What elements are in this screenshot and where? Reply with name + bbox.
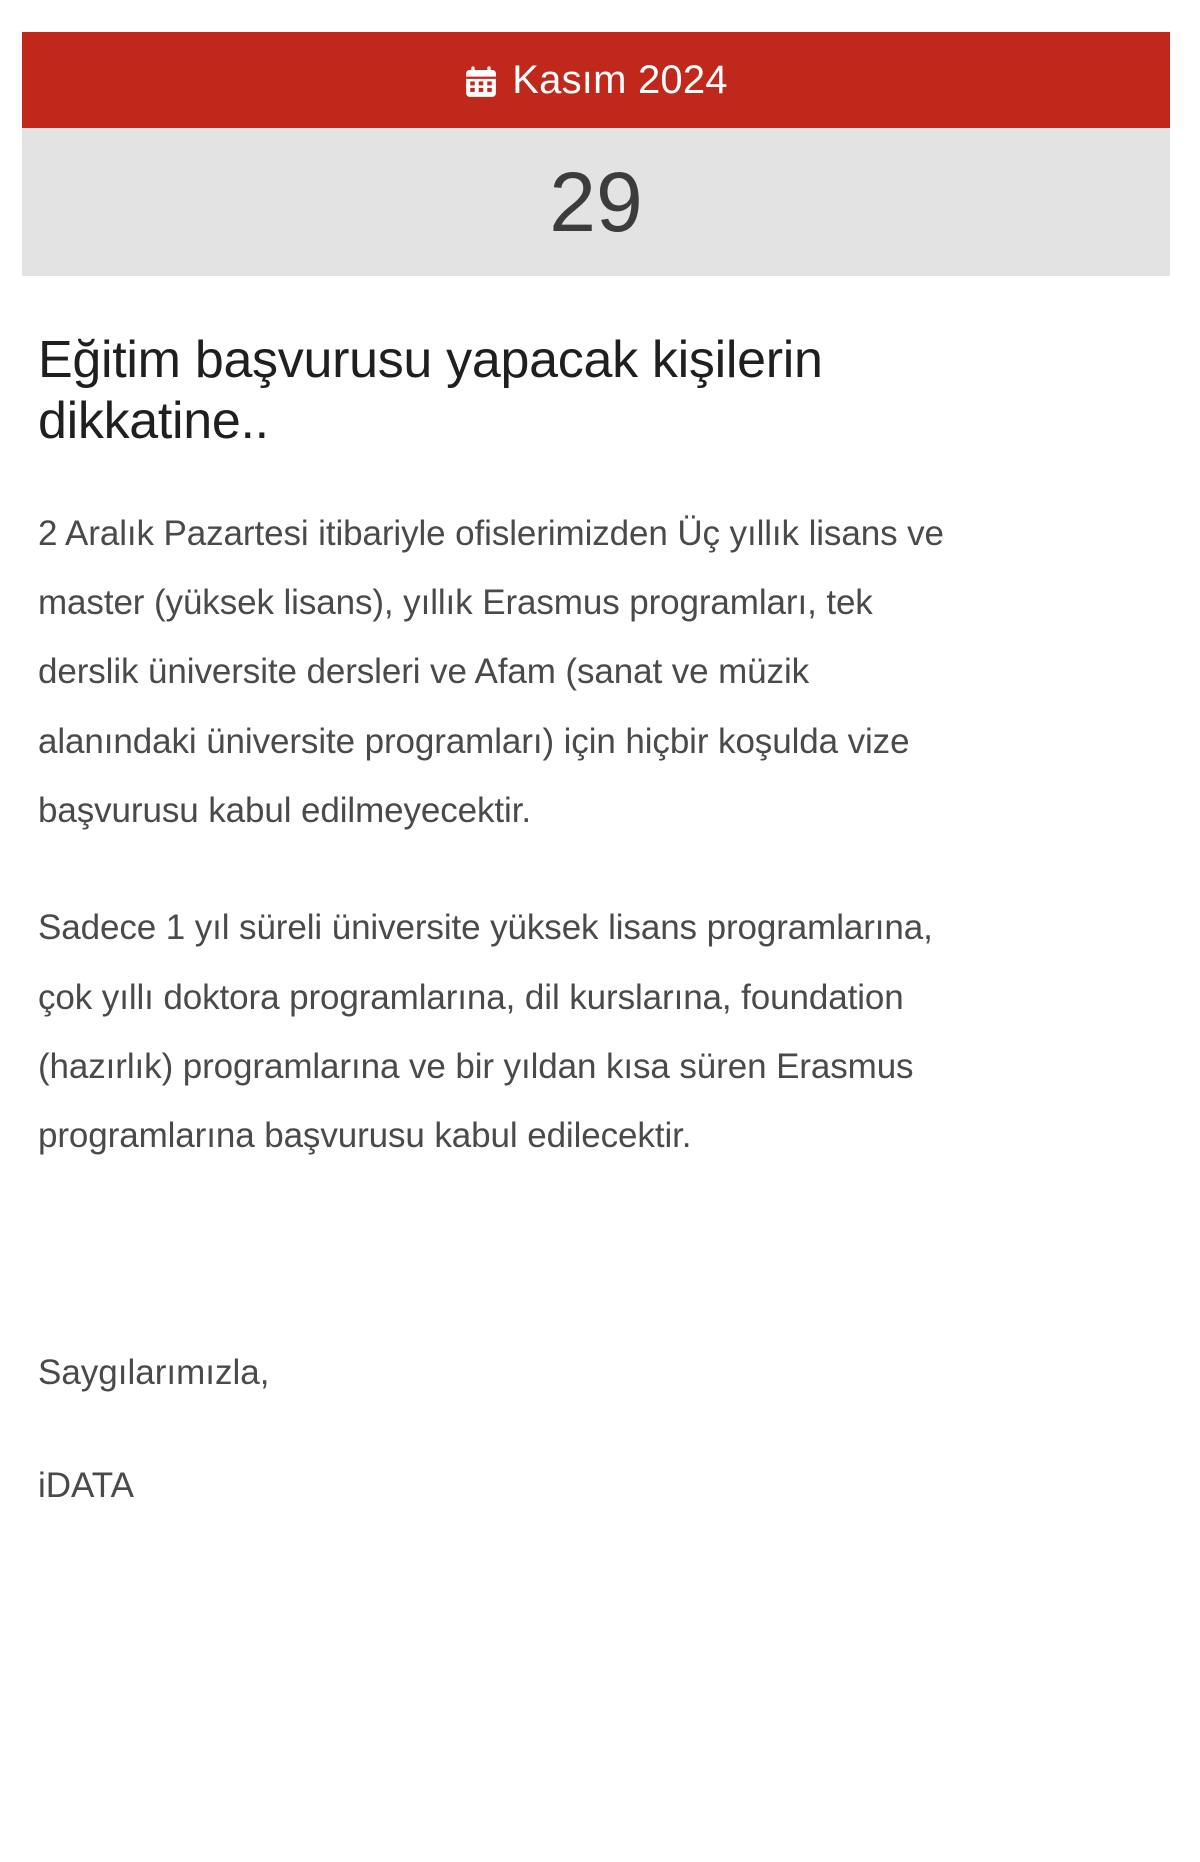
signature-text: iDATA <box>38 1465 134 1505</box>
announcement-paragraph-1: 2 Aralık Pazartesi itibariyle ofislerimizden Üç yıllık lisans ve master (yüksek lisans), yıllık Erasmus programları, tek derslik üniversite dersleri ve Afam (sanat ve müzik alanındaki üniversite programları) için hiçbir koşulda vize başvurusu kabul edilmeyecektir. <box>38 513 944 830</box>
announcement-content <box>38 330 1148 1519</box>
calendar-icon <box>464 65 498 99</box>
date-month-year: Kasım 2024 <box>512 58 728 102</box>
closing-text: Saygılarımızla, <box>38 1353 270 1393</box>
date-day-box <box>22 128 1170 276</box>
date-banner <box>22 32 1170 128</box>
date-day: 29 <box>549 155 643 249</box>
announcement-card <box>22 32 1170 276</box>
announcement-paragraph-2: Sadece 1 yıl süreli üniversite yüksek lisans programlarına, çok yıllı doktora programlarına, dil kurslarına, foundation (hazırlık) programlarına ve bir yıldan kısa süren Erasmus programlarına başvurusu kabul edilecektir. <box>38 908 933 1156</box>
page-title: Eğitim başvurusu yapacak kişilerin dikkatine.. <box>38 331 823 451</box>
